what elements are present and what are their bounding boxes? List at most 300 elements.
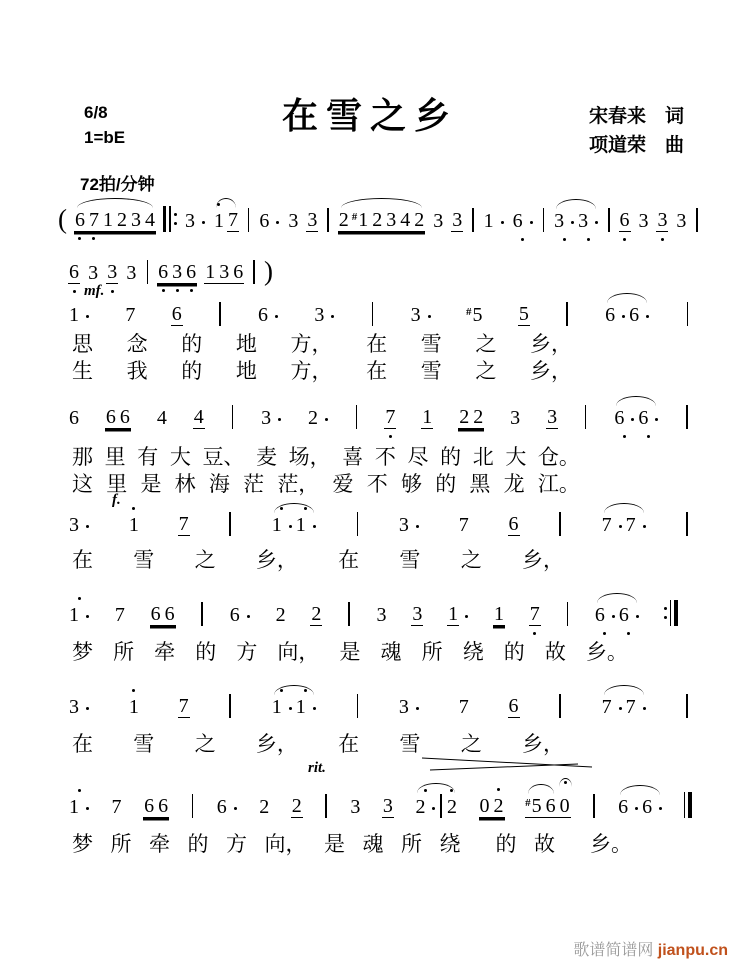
note-digit: 6 <box>259 210 270 232</box>
note-digit: 3 <box>398 514 409 536</box>
lyric-syllable: 思 <box>72 333 93 356</box>
credits-block <box>589 102 684 160</box>
note <box>114 604 126 626</box>
note <box>150 603 162 625</box>
lyrics-row <box>72 636 628 666</box>
lyric-syllable: 林 <box>174 473 196 496</box>
lyric-syllable: 所 <box>401 833 422 856</box>
octave-dot-below <box>389 435 392 438</box>
note <box>625 514 647 536</box>
duration-dot <box>622 315 625 318</box>
note <box>656 209 668 232</box>
note <box>458 406 470 428</box>
note-digit: 3 <box>382 795 393 817</box>
repeat-dots <box>174 213 177 225</box>
octave-dot-below <box>661 238 664 241</box>
note <box>193 406 205 429</box>
lyric-syllable: 不 <box>366 473 388 496</box>
final-barline <box>684 792 692 818</box>
lyric-syllable: 所 <box>110 833 132 856</box>
note <box>385 209 397 231</box>
note <box>204 261 216 283</box>
duration-dot <box>612 615 615 618</box>
dynamic-marking: f. <box>112 492 121 508</box>
phrase-paren: ) <box>264 256 273 286</box>
lyric-syllable: 在 <box>366 360 388 383</box>
duration-dot <box>643 525 646 528</box>
duration-dot <box>619 707 622 710</box>
note-digit: 5 <box>531 795 542 817</box>
note <box>68 604 90 626</box>
dynamic-marking: rit. <box>308 760 326 776</box>
note <box>451 209 463 232</box>
lyric-syllable: 尽 <box>407 446 429 469</box>
note-digit: 6 <box>508 513 519 535</box>
note <box>637 407 659 429</box>
note-digit: 1 <box>128 696 139 718</box>
lyric-syllable: 在 <box>72 549 93 572</box>
duration-dot <box>619 525 622 528</box>
lyric-syllable: 向， <box>277 641 320 664</box>
note-digit: 6 <box>158 261 169 283</box>
note-digit: 6 <box>144 795 155 817</box>
octave-dot-below <box>533 632 536 635</box>
note <box>74 209 86 231</box>
octave-dot-below <box>78 237 81 240</box>
note <box>229 604 251 626</box>
note <box>185 261 197 283</box>
barline <box>593 794 595 818</box>
duration-dot <box>631 418 634 421</box>
note-digit: 7 <box>227 209 238 231</box>
note-digit: 6 <box>229 604 240 626</box>
lyric-syllable: 这 <box>72 473 93 496</box>
lyric-syllable: 的 <box>495 833 517 856</box>
note <box>184 210 206 232</box>
barline <box>472 208 474 232</box>
lyric-syllable: 够 <box>400 473 422 496</box>
duration-dot <box>86 707 89 710</box>
note-digit: 7 <box>88 209 99 231</box>
lyric-syllable: 不 <box>374 446 396 469</box>
duration-dot <box>465 615 468 618</box>
octave-dot-below <box>111 290 114 293</box>
note <box>291 795 303 818</box>
note-digit: 6 <box>150 603 161 625</box>
note <box>493 603 505 626</box>
lyric-syllable: 地 <box>235 333 257 356</box>
lyric-syllable: 牵 <box>149 833 170 856</box>
note-digit: 3 <box>107 261 118 283</box>
undefined <box>174 222 177 225</box>
lyric-syllable: 的 <box>181 360 203 383</box>
lyricist-credit: 宋春来 词 <box>588 106 684 127</box>
note-digit: 6 <box>594 604 605 626</box>
note <box>398 696 420 718</box>
lyric-syllable: 之 <box>475 360 497 383</box>
lyric-syllable: 是 <box>339 641 361 664</box>
note-digit: 6 <box>605 304 616 326</box>
note <box>546 406 558 429</box>
staff-chorus-line-2 <box>68 600 678 626</box>
lyric-syllable: 爱 <box>332 473 354 496</box>
note <box>258 796 270 818</box>
note-digit: 1 <box>493 603 504 625</box>
note <box>68 796 90 818</box>
thin <box>684 792 686 818</box>
duration-dot <box>247 615 250 618</box>
note <box>88 209 100 231</box>
lyric-syllable: 黑 <box>469 473 491 496</box>
note-digit: 7 <box>385 406 396 428</box>
note <box>371 209 383 231</box>
note-digit: 6 <box>638 407 649 429</box>
note <box>398 514 420 536</box>
barline <box>686 512 688 536</box>
note-digit: 6 <box>619 209 630 231</box>
lyric-syllable: 的 <box>503 641 525 664</box>
note <box>213 210 225 232</box>
note-digit: 3 <box>261 407 272 429</box>
note-digit: 6 <box>258 304 268 326</box>
lyric-syllable: 雪 <box>420 333 442 356</box>
lyric-syllable: 乡， <box>521 549 564 572</box>
note <box>529 603 541 626</box>
lyric-syllable: 所 <box>113 641 135 664</box>
lyric-syllable: 有 <box>137 446 159 469</box>
note <box>171 261 183 283</box>
note-digit: 2 <box>415 796 426 818</box>
note <box>125 262 137 284</box>
note-digit: 7 <box>601 514 612 536</box>
duration-dot <box>416 525 419 528</box>
note <box>124 304 136 326</box>
note-digit: 7 <box>125 304 136 326</box>
note <box>128 696 140 718</box>
duration-dot <box>86 315 89 318</box>
barline <box>192 794 194 818</box>
octave-dot-below <box>603 632 606 635</box>
barline <box>585 405 587 429</box>
note <box>116 209 128 231</box>
note <box>446 796 458 818</box>
lyric-syllable: 之 <box>475 333 497 356</box>
note <box>144 209 156 231</box>
lyric-syllable: 茫， <box>277 473 320 496</box>
duration-dot <box>530 221 533 224</box>
note <box>466 304 484 326</box>
note-digit: 6 <box>186 261 197 283</box>
duration-dot <box>635 807 638 810</box>
note <box>260 407 282 429</box>
note <box>352 209 370 231</box>
note-digit: 3 <box>185 210 195 232</box>
note <box>313 304 335 326</box>
note-digit: 3 <box>510 407 521 429</box>
duration-dot <box>571 221 574 224</box>
note-digit: 3 <box>412 603 423 625</box>
octave-dot-below <box>162 289 165 292</box>
lyric-syllable: 方 <box>226 833 247 856</box>
note <box>349 796 361 818</box>
lyric-syllable: 大 <box>169 446 191 469</box>
note-digit: 2 <box>311 603 322 625</box>
note <box>628 304 650 326</box>
duration-dot <box>234 807 237 810</box>
note <box>310 603 322 626</box>
duration-dot <box>331 315 334 318</box>
thin <box>670 600 672 626</box>
note-digit: 6 <box>618 796 629 818</box>
note <box>306 209 318 232</box>
lyric-syllable: 故 <box>534 833 555 856</box>
lyric-syllable: 那 <box>72 446 93 469</box>
repeat-end-barline <box>664 600 678 626</box>
repeat-start-barline <box>163 206 177 232</box>
lyrics-row <box>72 441 580 471</box>
note <box>399 209 411 231</box>
note <box>619 209 631 232</box>
lyric-syllable: 喜 <box>342 446 364 469</box>
note-digit: 7 <box>601 696 612 718</box>
note <box>613 407 635 429</box>
octave-dot-above <box>132 689 135 692</box>
note <box>68 407 80 429</box>
note-digit: 2 <box>493 795 504 817</box>
note-digit: 1 <box>422 406 433 428</box>
slur-group <box>601 696 647 718</box>
duration-dot <box>428 315 431 318</box>
barline <box>357 694 359 718</box>
barline <box>356 405 358 429</box>
lyric-syllable: 念 <box>126 333 148 356</box>
lyric-syllable: 仓。 <box>537 446 580 469</box>
note <box>559 795 571 817</box>
note-digit: 2 <box>308 407 319 429</box>
duration-dot <box>636 615 639 618</box>
octave-dot-below <box>647 435 650 438</box>
slur-group <box>338 209 426 232</box>
lyrics-row <box>72 355 572 385</box>
dynamic-marking: mf. <box>84 283 105 299</box>
beam-group <box>204 261 244 284</box>
lyric-syllable: 梦 <box>72 641 93 664</box>
octave-dot-below <box>176 289 179 292</box>
octave-dot-above <box>497 788 500 791</box>
note-digit: 2 <box>116 209 127 231</box>
lyric-syllable: 雪 <box>399 549 421 572</box>
slur-group <box>414 794 458 818</box>
note-digit: 0 <box>479 795 490 817</box>
note-digit: 2 <box>259 796 270 818</box>
slur-group <box>553 210 599 232</box>
lyric-syllable: 雪 <box>133 733 155 756</box>
note <box>512 210 534 232</box>
note-digit: 1 <box>295 696 306 718</box>
lyrics-row <box>72 544 564 574</box>
barline <box>686 694 688 718</box>
note-digit: 5 <box>518 303 529 325</box>
note-digit: 3 <box>130 209 141 231</box>
duration-dot <box>313 707 316 710</box>
duration-dot <box>86 615 89 618</box>
barline <box>348 602 350 626</box>
note-digit: 4 <box>144 209 155 231</box>
lyric-syllable: 的 <box>435 473 457 496</box>
note <box>601 514 623 536</box>
note-digit: 3 <box>126 262 137 284</box>
barline <box>232 405 234 429</box>
note <box>413 209 425 231</box>
barline <box>608 208 610 232</box>
lyric-syllable: 之 <box>194 733 216 756</box>
note <box>509 407 521 429</box>
note-digit: 6 <box>158 795 169 817</box>
note-digit: 3 <box>547 406 558 428</box>
note-digit: 6 <box>119 406 130 428</box>
note-digit: 6 <box>614 407 625 429</box>
note-digit: 2 <box>414 209 425 231</box>
note <box>87 262 99 284</box>
note <box>111 796 123 818</box>
lyric-syllable: 之 <box>460 733 482 756</box>
note-digit: 0 <box>559 795 570 817</box>
lyrics-row <box>72 468 580 498</box>
octave-dot-above <box>304 689 307 692</box>
lyric-syllable: 乡， <box>530 360 572 383</box>
duration-dot <box>86 525 89 528</box>
phrase-paren: ( <box>58 204 67 234</box>
lyric-syllable: 场， <box>288 446 331 469</box>
note-digit: 1 <box>69 604 79 626</box>
octave-dot-above <box>304 507 307 510</box>
note <box>447 603 469 626</box>
lyric-syllable: 雪 <box>133 549 155 572</box>
note <box>68 261 80 284</box>
note-digit: 2 <box>338 209 349 231</box>
barline <box>559 694 561 718</box>
lyric-syllable: 乡。 <box>585 641 628 664</box>
note <box>164 603 176 625</box>
lyric-syllable: 麦 <box>256 446 278 469</box>
note <box>157 795 169 817</box>
note-digit: 4 <box>400 209 411 231</box>
note <box>458 514 470 536</box>
note <box>432 210 444 232</box>
note-digit: 3 <box>172 261 183 283</box>
duration-dot <box>275 315 278 318</box>
note-digit: 1 <box>128 514 139 536</box>
note-digit: 1 <box>295 514 306 536</box>
note <box>637 210 649 232</box>
note-digit: 7 <box>529 603 540 625</box>
staff-verse-line-1 <box>68 300 690 326</box>
lyric-syllable: 的 <box>440 446 462 469</box>
barline <box>372 302 374 326</box>
note <box>410 304 432 326</box>
note-digit: 1 <box>448 603 459 625</box>
octave-dot-below <box>623 238 626 241</box>
note-digit: 2 <box>473 406 484 428</box>
note <box>675 210 687 232</box>
slur-group <box>213 209 239 232</box>
note <box>68 696 90 718</box>
note-digit: 6 <box>642 796 653 818</box>
lyric-syllable: 地 <box>235 360 257 383</box>
lyric-syllable: 在 <box>338 733 360 756</box>
note-digit: 7 <box>625 696 636 718</box>
octave-dot-above <box>78 597 81 600</box>
sharp-sign: # <box>525 797 531 809</box>
note-digit: 3 <box>88 262 99 284</box>
thin <box>169 206 171 232</box>
note <box>594 604 616 626</box>
note-digit: 3 <box>554 210 565 232</box>
note <box>178 513 190 536</box>
lyric-syllable: 之 <box>194 549 216 572</box>
barline <box>559 512 561 536</box>
note <box>295 696 317 718</box>
lyric-syllable: 绕 <box>439 833 461 856</box>
beam-group <box>105 406 131 429</box>
duration-dot <box>643 707 646 710</box>
note-digit: 3 <box>638 210 649 232</box>
note-digit: 7 <box>178 513 189 535</box>
octave-dot-below <box>92 237 95 240</box>
undefined <box>174 213 177 216</box>
note-digit: 3 <box>288 210 299 232</box>
lyric-syllable: 方 <box>236 641 258 664</box>
lyric-syllable: 海 <box>208 473 230 496</box>
octave-dot-below <box>73 290 76 293</box>
note-digit: 3 <box>219 261 230 283</box>
note <box>102 209 114 231</box>
note <box>287 210 299 232</box>
lyric-syllable: 乡， <box>521 733 564 756</box>
undefined <box>664 607 667 610</box>
beam-group <box>157 261 197 284</box>
note-digit: 1 <box>213 210 224 232</box>
lyric-syllable: 雪 <box>420 360 442 383</box>
watermark <box>573 937 728 960</box>
octave-dot-above <box>280 689 283 692</box>
undefined <box>664 616 667 619</box>
beam-group <box>150 603 176 626</box>
note <box>604 304 626 326</box>
note <box>472 406 484 428</box>
note-digit: 5 <box>472 304 483 326</box>
lyric-syllable: 乡。 <box>590 833 632 856</box>
barline <box>567 602 569 626</box>
slur-group <box>594 604 640 626</box>
lyric-syllable: 里 <box>106 473 128 496</box>
note <box>130 209 142 231</box>
note-digit: 3 <box>657 209 668 231</box>
lyric-syllable: 里 <box>104 446 126 469</box>
beam-group <box>479 795 505 818</box>
note <box>384 406 396 429</box>
lyric-syllable: 是 <box>140 473 162 496</box>
note <box>119 406 131 428</box>
note <box>258 210 280 232</box>
lyric-syllable: 的 <box>187 833 209 856</box>
note <box>508 695 520 718</box>
repeat-dots <box>664 607 667 619</box>
note-digit: 6 <box>216 796 227 818</box>
note-digit: 6 <box>545 795 556 817</box>
thick <box>688 792 692 818</box>
note-digit: 3 <box>376 604 387 626</box>
